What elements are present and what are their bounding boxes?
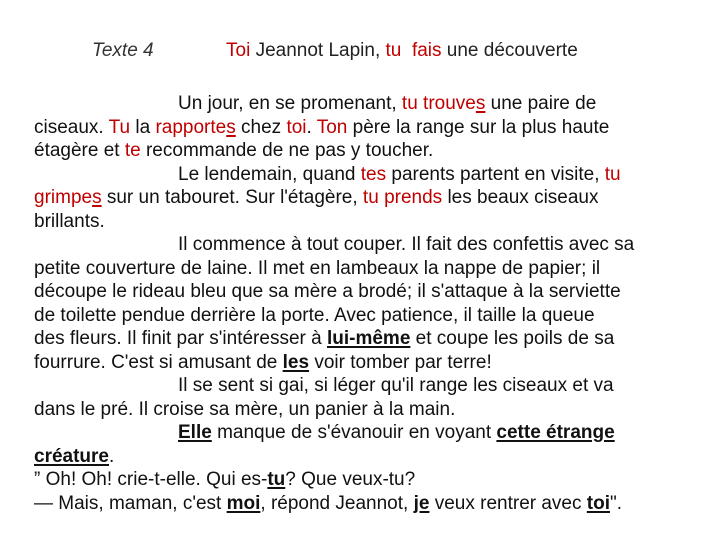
- text-line: [34, 233, 704, 257]
- story-title: [226, 40, 578, 62]
- text-fragment: Il se sent si gai, si léger qu'il range les ciseaux et va: [178, 375, 614, 396]
- highlight-pronoun: te: [124, 140, 141, 161]
- highlight-possessive: tes: [360, 163, 387, 185]
- text-line: [34, 116, 704, 140]
- highlight-pronoun: tu: [362, 187, 379, 208]
- story-body: [34, 92, 704, 515]
- text-fragment: Il commence à tout couper. Il fait des confettis avec sa: [178, 234, 635, 255]
- emphasis-pronoun: Elle: [178, 422, 212, 443]
- verb-ending: s: [475, 93, 486, 114]
- highlight-verb: tu trouve: [401, 93, 476, 114]
- text-fragment: .: [306, 116, 317, 138]
- highlight-verb: prends: [384, 187, 443, 208]
- text-fragment: découpe le rideau bleu que sa mère a brodé; il s'attaque à la serviette: [34, 281, 621, 302]
- text-fragment: — Mais, maman, c'est: [34, 492, 227, 514]
- text-fragment: chez: [235, 116, 287, 138]
- text-fragment: une paire de: [485, 93, 597, 114]
- title-text: Jeannot Lapin,: [250, 40, 386, 61]
- highlight-pronoun: Tu: [108, 116, 131, 138]
- text-line: [34, 398, 704, 422]
- text-fragment: brillants.: [34, 210, 105, 232]
- text-fragment: parents partent en visite,: [386, 163, 605, 185]
- text-line: [34, 327, 704, 351]
- emphasis-pronoun: tu: [267, 469, 286, 490]
- verb-ending: s: [226, 116, 236, 138]
- text-fragment: ” Oh! Oh! crie-t-elle. Qui es-: [34, 469, 268, 490]
- highlight-possessive: Ton: [316, 116, 348, 138]
- text-fragment: de toilette pendue derrière la porte. Avec patience, il taille la queue: [34, 304, 595, 326]
- highlight-verb: rapporte: [150, 116, 227, 138]
- highlight-verb: grimpe: [34, 187, 93, 208]
- text-line: [34, 186, 704, 210]
- title-pronoun-toi: Toi: [226, 40, 251, 61]
- text-line: [34, 421, 704, 445]
- emphasis-pronoun: moi: [226, 492, 261, 514]
- text-fragment: la: [135, 116, 151, 138]
- text-line: [34, 257, 704, 281]
- text-fragment: voir tomber par terre!: [309, 351, 492, 373]
- text-line: [34, 468, 704, 492]
- text-fragment: des fleurs. Il finit par s'intéresser à: [34, 328, 327, 349]
- text-fragment: étagère et: [34, 140, 125, 161]
- text-fragment: dans le pré. Il croise sa mère, un panier à la main.: [34, 398, 456, 420]
- text-line: [34, 374, 704, 398]
- text-label: Texte 4: [92, 40, 154, 61]
- title-pronoun-tu: tu: [385, 40, 402, 61]
- emphasis-pronoun: lui-même: [326, 328, 411, 349]
- title-text: une découverte: [441, 40, 578, 61]
- verb-ending: s: [92, 187, 102, 208]
- text-line: [34, 92, 704, 116]
- text-line: [34, 280, 704, 304]
- text-fragment: fourrure. C'est si amusant de: [34, 351, 283, 373]
- text-fragment: les beaux ciseaux: [442, 187, 599, 208]
- text-fragment: , répond Jeannot,: [260, 492, 414, 514]
- text-fragment: .: [109, 445, 115, 467]
- text-fragment: sur un tabouret. Sur l'étagère,: [101, 187, 363, 208]
- text-fragment: manque de s'évanouir en voyant: [211, 422, 497, 443]
- text-line: [34, 492, 704, 516]
- emphasis-phrase: créature: [34, 445, 109, 467]
- text-fragment: Un jour, en se promenant,: [178, 93, 402, 114]
- text-fragment: recommande de ne pas y toucher.: [140, 140, 434, 161]
- text-line: [34, 163, 704, 187]
- title-space: [401, 40, 412, 61]
- highlight-pronoun: tu: [604, 163, 621, 185]
- title-verb-fais: fais: [411, 40, 442, 61]
- text-line: [34, 445, 704, 469]
- emphasis-pronoun: les: [282, 351, 310, 373]
- text-line: [34, 210, 704, 234]
- text-line: [34, 304, 704, 328]
- text-fragment: veux rentrer avec: [429, 492, 587, 514]
- text-line: [34, 139, 704, 163]
- emphasis-pronoun: je: [413, 492, 430, 514]
- emphasis-phrase: cette étrange: [496, 422, 615, 443]
- text-fragment: Le lendemain, quand: [178, 163, 361, 185]
- text-line: [34, 351, 704, 375]
- text-fragment: ciseaux.: [34, 116, 109, 138]
- highlight-pronoun: toi: [286, 116, 307, 138]
- emphasis-pronoun: toi: [586, 492, 610, 514]
- text-fragment: petite couverture de laine. Il met en lambeaux la nappe de papier; il: [34, 257, 601, 279]
- text-fragment: ? Que veux-tu?: [285, 469, 416, 490]
- text-fragment: ".: [610, 492, 623, 514]
- text-fragment: père la range sur la plus haute: [347, 116, 610, 138]
- text-fragment: et coupe les poils de sa: [410, 328, 615, 349]
